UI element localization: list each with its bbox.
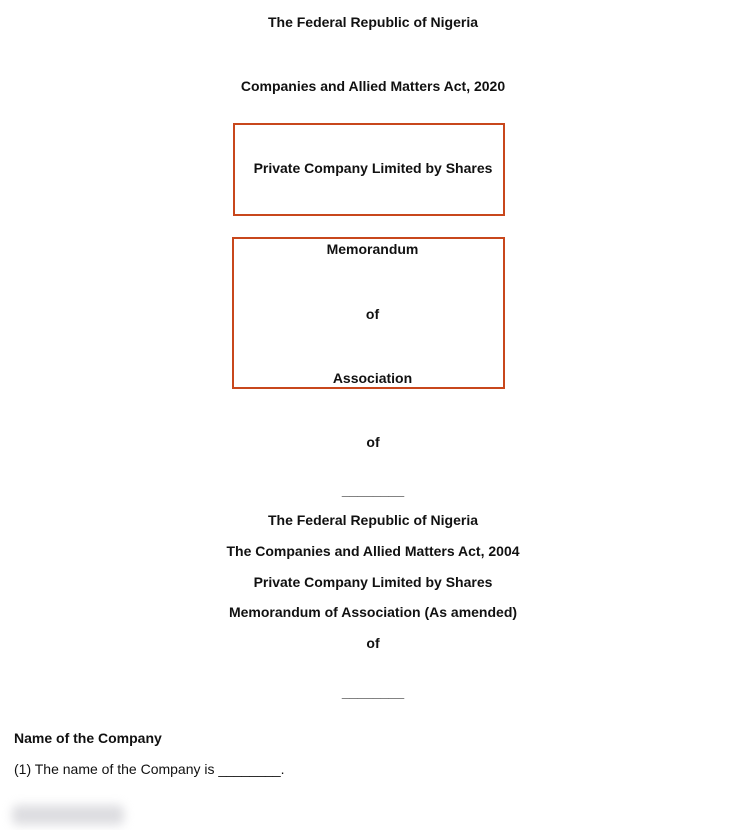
act-title: Companies and Allied Matters Act, 2020 <box>240 78 506 94</box>
company-name-blank: ________ <box>341 482 405 498</box>
section-two-memorandum: Memorandum of Association (As amended) <box>228 604 518 620</box>
memorandum-box <box>232 237 505 389</box>
company-type-label: Private Company Limited by Shares <box>253 160 493 176</box>
section-two-of-label: of <box>366 635 380 651</box>
section-two-blank: ________ <box>341 684 405 700</box>
memorandum-line-1: Memorandum <box>326 241 419 257</box>
company-type-box <box>233 123 505 216</box>
of-label: of <box>366 434 380 450</box>
company-name-clause: (1) The name of the Company is ________. <box>14 761 285 777</box>
section-two-company-type: Private Company Limited by Shares <box>253 574 493 590</box>
blurred-text-placeholder <box>12 805 124 825</box>
memorandum-line-2: of <box>365 306 380 322</box>
country-title: The Federal Republic of Nigeria <box>267 14 479 30</box>
company-name-heading: Name of the Company <box>14 730 162 746</box>
section-two-country: The Federal Republic of Nigeria <box>267 512 479 528</box>
section-two-act: The Companies and Allied Matters Act, 2004 <box>226 543 520 559</box>
memorandum-line-3: Association <box>332 370 413 386</box>
